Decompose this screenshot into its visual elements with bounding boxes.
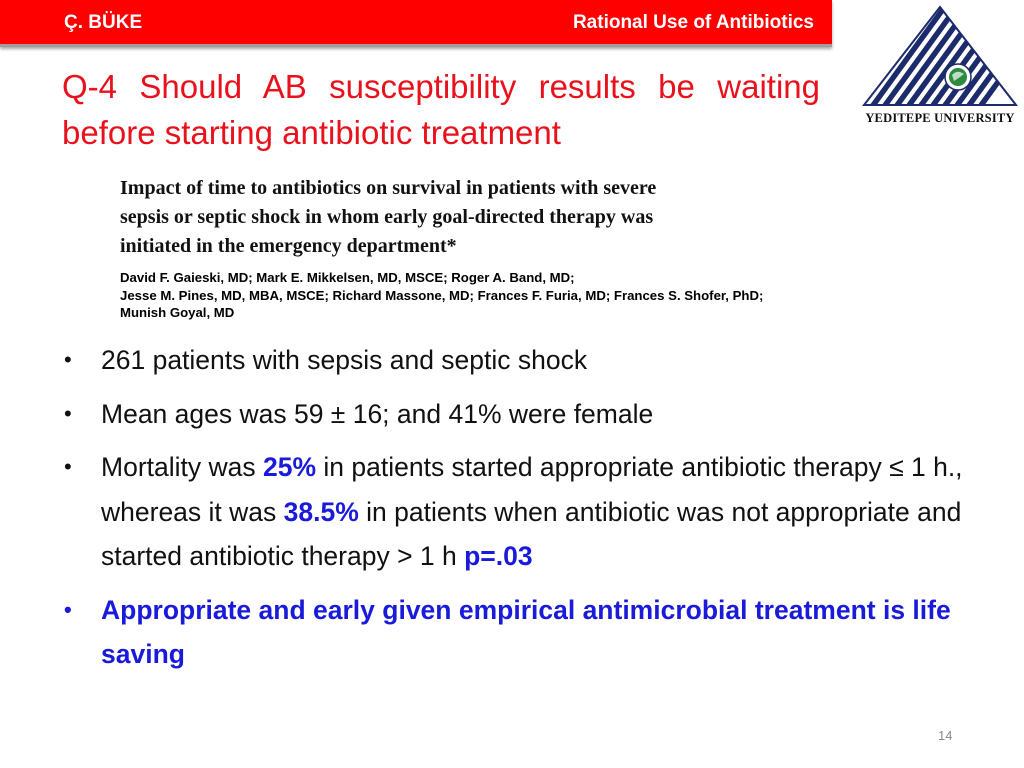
bullet-item bbox=[64, 338, 964, 383]
slide-question-title: Q-4 Should AB susceptibility results be waiting before starting antibiotic treatment bbox=[62, 68, 820, 151]
bullet-dot-icon: • bbox=[64, 347, 72, 372]
paper-author-line: Jesse M. Pines, MD, MBA, MSCE; Richard Massone, MD; Frances F. Furia, MD; Frances S. Shofer, PhD; bbox=[120, 287, 764, 303]
bullet-item bbox=[64, 445, 964, 579]
bullet-item-conclusion bbox=[64, 588, 964, 677]
bullet-item bbox=[64, 392, 964, 437]
paper-author-line: David F. Gaieski, MD; Mark E. Mikkelsen, MD, MSCE; Roger A. Band, MD; bbox=[120, 270, 575, 285]
bullet-list bbox=[64, 338, 964, 686]
bullet-text-part: Mortality was bbox=[101, 452, 263, 482]
paper-title-line: Impact of time to antibiotics on survival in patients with severe bbox=[120, 177, 657, 199]
university-triangle-logo-icon bbox=[862, 5, 1018, 109]
paper-authors bbox=[120, 269, 840, 322]
bullet-dot-icon: • bbox=[64, 454, 72, 479]
p-value: p=.03 bbox=[464, 541, 533, 571]
paper-title bbox=[120, 174, 840, 261]
paper-title-line: initiated in the emergency department* bbox=[120, 235, 457, 257]
bullet-text: 261 patients with sepsis and septic shock bbox=[101, 345, 588, 375]
paper-citation bbox=[120, 174, 840, 322]
bullet-dot-icon: • bbox=[64, 596, 72, 622]
bullet-text: Mean ages was 59 ± 16; and 41% were female bbox=[101, 398, 654, 429]
bullet-dot-icon: • bbox=[64, 400, 72, 426]
header-course-title: Rational Use of Antibiotics bbox=[572, 12, 814, 33]
header-author: Ç. BÜKE bbox=[64, 12, 143, 33]
header-bar bbox=[0, 0, 832, 47]
university-logo bbox=[862, 5, 1018, 127]
bullet-text: Appropriate and early given empirical antimicrobial treatment is life saving bbox=[101, 594, 951, 669]
paper-title-line: sepsis or septic shock in whom early goal-directed therapy was bbox=[120, 206, 654, 228]
bullet-text-part: in patients when antibiotic was not appropriate and started antibiotic therapy > 1 h bbox=[101, 496, 962, 571]
mortality-early-value: 25% bbox=[262, 452, 317, 482]
bullet-text bbox=[101, 452, 963, 571]
page-number: 14 bbox=[938, 728, 953, 743]
mortality-late-value: 38.5% bbox=[283, 496, 359, 527]
paper-author-line: Munish Goyal, MD bbox=[120, 305, 235, 320]
university-name: YEDITEPE UNIVERSITY bbox=[865, 111, 1015, 125]
bullet-text-part: in patients started appropriate antibiotic therapy ≤ 1 h., whereas it was bbox=[101, 452, 963, 527]
